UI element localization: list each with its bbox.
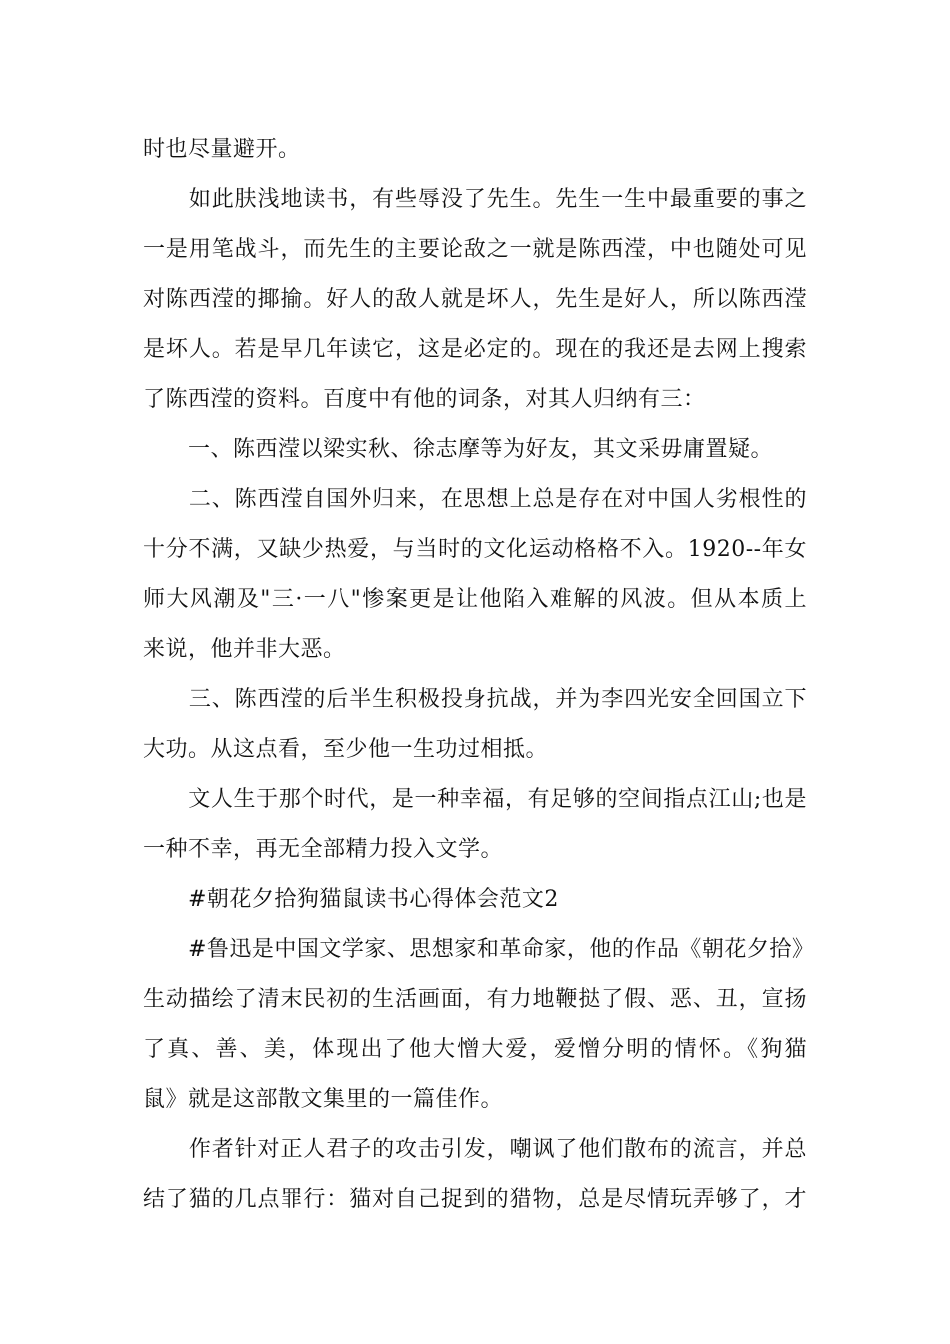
text-line: 一是用笔战斗，而先生的主要论敌之一就是陈西滢，中也随处可见: [143, 237, 807, 262]
text-line: 了陈西滢的资料。百度中有他的词条，对其人归纳有三：: [143, 387, 706, 412]
text-line: 大功。从这点看，至少他一生功过相抵。: [143, 737, 549, 762]
section-heading: #朝花夕拾狗猫鼠读书心得体会范文2: [143, 887, 559, 912]
text-line: 一、陈西滢以梁实秋、徐志摩等为好友，其文采毋庸置疑。: [143, 437, 774, 462]
text-line: #鲁迅是中国文学家、思想家和革命家，他的作品《朝花夕拾》: [143, 937, 815, 962]
text-line: 时也尽量避开。: [143, 137, 301, 162]
text-line: 了真、善、美，体现出了他大憎大爱，爱憎分明的情怀。《狗猫: [143, 1037, 807, 1062]
text-line: 作者针对正人君子的攻击引发，嘲讽了他们散布的流言，并总: [143, 1137, 807, 1162]
text-line: 二、陈西滢自国外归来，在思想上总是存在对中国人劣根性的: [143, 487, 807, 512]
text-line: 对陈西滢的揶揄。好人的敌人就是坏人，先生是好人，所以陈西滢: [143, 287, 807, 312]
text-line: 来说，他并非大恶。: [143, 637, 346, 662]
text-line: 十分不满，又缺少热爱，与当时的文化运动格格不入。1920--年女: [143, 537, 807, 562]
text-line: 鼠》就是这部散文集里的一篇佳作。: [143, 1087, 504, 1112]
text-line: 三、陈西滢的后半生积极投身抗战，并为李四光安全回国立下: [143, 687, 807, 712]
text-line: 一种不幸，再无全部精力投入文学。: [143, 837, 504, 862]
text-line: 如此肤浅地读书，有些辱没了先生。先生一生中最重要的事之: [143, 187, 807, 212]
text-line: 师大风潮及"三·一八"惨案更是让他陷入难解的风波。但从本质上: [143, 587, 807, 612]
text-line: 文人生于那个时代，是一种幸福，有足够的空间指点江山;也是: [143, 787, 807, 812]
text-line: 生动描绘了清末民初的生活画面，有力地鞭挞了假、恶、丑，宣扬: [143, 987, 807, 1012]
text-line: 结了猫的几点罪行：猫对自己捉到的猎物，总是尽情玩弄够了，才: [143, 1187, 807, 1212]
text-line: 是坏人。若是早几年读它，这是必定的。现在的我还是去网上搜索: [143, 337, 807, 362]
